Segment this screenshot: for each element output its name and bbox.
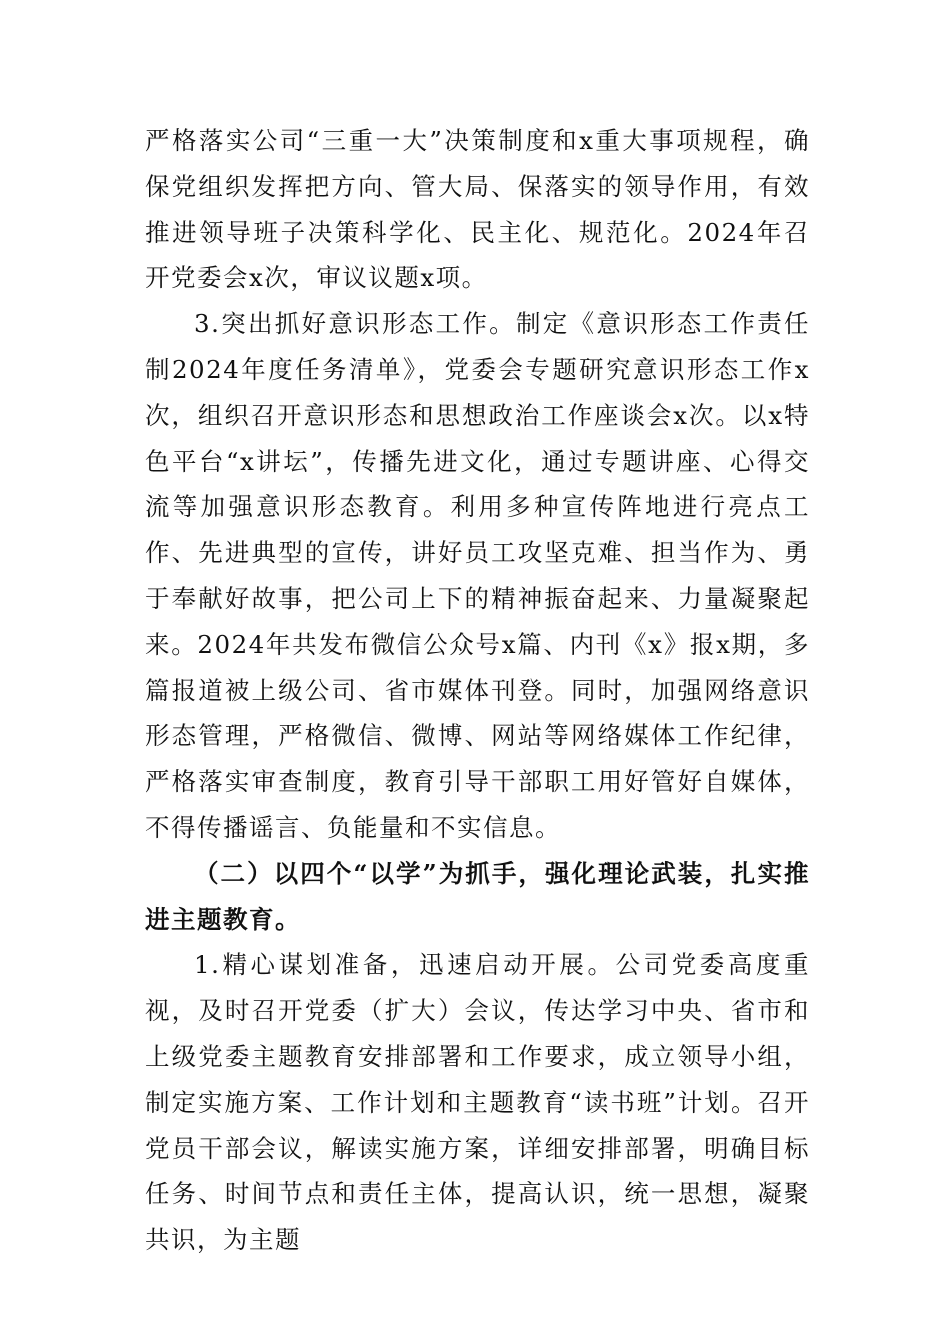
paragraph-planning-preparation: 1.精心谋划准备，迅速启动开展。公司党委高度重视，及时召开党委（扩大）会议，传达学习中央、省市和上级党委主题教育安排部署和工作要求，成立领导小组，制定实施方案、工作计划和主题教育“读书班”计划。召开党员干部会议，解读实施方案，详细安排部署，明确目标任务、时间节点和责任主体，提高认识，统一思想，凝聚共识，为主题: [145, 950, 810, 1255]
section-heading-theme-education: （二）以四个“以学”为抓手，强化理论武装，扎实推进主题教育。: [145, 858, 810, 934]
document-body: [145, 118, 810, 1263]
paragraph-continuation: 严格落实公司“三重一大”决策制度和x重大事项规程，确保党组织发挥把方向、管大局、保落实的领导作用，有效推进领导班子决策科学化、民主化、规范化。2024年召开党委会x次，审议议题x项。: [145, 126, 810, 293]
paragraph-ideology-work: 3.突出抓好意识形态工作。制定《意识形态工作责任制2024年度任务清单》，党委会专题研究意识形态工作x次，组织召开意识形态和思想政治工作座谈会x次。以x特色平台“x讲坛”，传播先进文化，通过专题讲座、心得交流等加强意识形态教育。利用多种宣传阵地进行亮点工作、先进典型的宣传，讲好员工攻坚克难、担当作为、勇于奉献好故事，把公司上下的精神振奋起来、力量凝聚起来。2024年共发布微信公众号x篇、内刊《x》报x期，多篇报道被上级公司、省市媒体刊登。同时，加强网络意识形态管理，严格微信、微博、网站等网络媒体工作纪律，严格落实审查制度，教育引导干部职工用好管好自媒体，不得传播谣言、负能量和不实信息。: [145, 309, 810, 842]
